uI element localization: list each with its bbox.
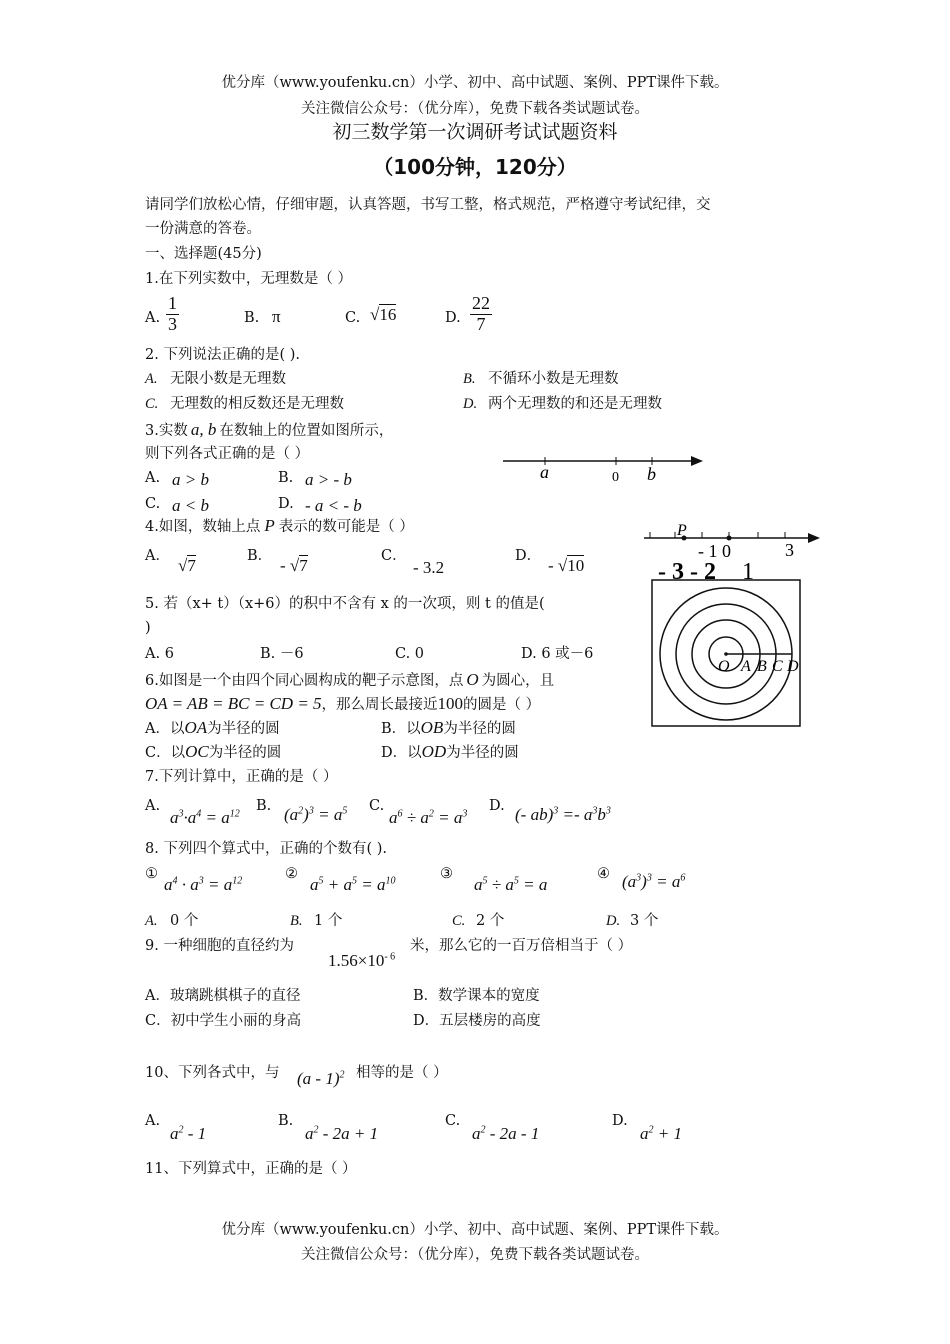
- q5-stem: 5. 若（x+ t）（x+6）的积中不含有 x 的一次项，则 t 的值是(: [145, 596, 545, 612]
- q11-stem: 11、下列算式中，正确的是（ ）: [145, 1161, 357, 1177]
- q8-marker-1: ①: [145, 866, 158, 882]
- q7-option-b-label: B.: [256, 798, 272, 814]
- q6-b-post: 为半径的圆: [443, 721, 516, 737]
- q3-label-b: b: [647, 464, 656, 484]
- q4-stem-pre: 4.如图，数轴上点: [145, 519, 261, 535]
- footer-line-1: 优分库（www.youfenku.cn）小学、初中、高中试题、案例、PPT课件下载。: [221, 1222, 729, 1238]
- q3-label-a: a: [540, 462, 549, 482]
- q6-d-pre: D．以: [381, 745, 422, 761]
- q4-stem: [145, 516, 414, 536]
- q3-label-zero: 0: [612, 470, 619, 485]
- q1-option-d-label: D.: [445, 310, 461, 326]
- q9-exponent: - 6: [384, 951, 396, 963]
- q10-exponent: 2: [339, 1069, 345, 1081]
- q1-a-denominator: 3: [168, 313, 177, 334]
- q6-label-d: D: [787, 658, 799, 675]
- q10-option-d-label: D.: [612, 1113, 628, 1129]
- q4-b-sign: -: [280, 556, 286, 575]
- q6-target-figure: [650, 578, 805, 730]
- q6-a-var: OA: [184, 718, 208, 737]
- q8-expr-2: $a^5 + a^5 = a^{10}$: [310, 875, 396, 894]
- q7-option-c-expr: $a^6 \div a^2 = a^3$: [389, 808, 468, 827]
- q1-option-b-label: B.: [244, 310, 260, 326]
- q8-marker-3: ③: [440, 866, 453, 882]
- q6-stem-pre: 6.如图是一个由四个同心圆构成的靶子示意图，点: [145, 673, 464, 689]
- q3-stem-pre: 3.实数: [145, 423, 188, 439]
- q5-stem-line-2: ): [145, 620, 151, 636]
- q4-stem-post: 表示的数可能是（ ）: [278, 519, 414, 535]
- q9-number: [328, 951, 395, 971]
- sqrt-icon: √: [289, 556, 300, 575]
- q2-stem: 2. 下列说法正确的是( ).: [145, 347, 300, 363]
- q10-option-b-expr: $a^2 - 2a + 1$: [305, 1124, 379, 1143]
- q9-stem-pre: 9. 一种细胞的直径约为: [145, 938, 294, 954]
- q3-stem-line-2: 则下列各式正确的是（ ）: [145, 446, 310, 462]
- q10-option-a-label: A.: [145, 1113, 161, 1129]
- footer-line-2: 关注微信公众号：（优分库），免费下载各类试题试卷。: [301, 1247, 649, 1263]
- q8-option-c-label: C.: [452, 913, 466, 929]
- q7-option-a-expr: $a^3\cdot a^4 = a^{12}$: [170, 808, 240, 827]
- q6-option-d: [381, 742, 519, 762]
- intro-line-1: 请同学们放松心情，仔细审题，认真答题，书写工整，格式规范，严格遵守考试纪律，交: [145, 197, 711, 213]
- q7-option-d-expr: (- $ab)^3 =- a^3b^3$: [515, 805, 611, 824]
- q3-option-d-expr: - a < - b: [305, 496, 362, 515]
- q6-stem-var: O: [466, 670, 479, 689]
- q7-option-a-label: A.: [145, 798, 161, 814]
- q7-option-b-expr: $(a^2)^3 = a^5$: [284, 805, 348, 824]
- q9-option-a: A．玻璃跳棋棋子的直径: [145, 988, 301, 1004]
- q4-label-one: 1: [742, 559, 754, 585]
- q3-option-b-expr: a > - b: [305, 470, 352, 489]
- q6-label-a: A: [741, 658, 751, 675]
- q4-option-b-value: [280, 556, 308, 576]
- q5-option-d: D. 6 或－6: [521, 646, 594, 662]
- q6-condition-num: 100: [437, 694, 464, 713]
- q6-option-a: [145, 718, 280, 738]
- q10-option-c-label: C.: [445, 1113, 461, 1129]
- q4-d-sign: -: [548, 556, 554, 575]
- q4-d-radicand: 10: [567, 556, 585, 575]
- q1-option-b-value: π: [272, 307, 281, 326]
- q2-option-c-text: 无理数的相反数还是无理数: [170, 396, 344, 412]
- q1-option-d-fraction: [470, 294, 492, 335]
- q3-stem: [145, 420, 393, 440]
- q10-option-c-expr: $a^2 - 2a - 1$: [472, 1124, 540, 1143]
- q6-condition: [145, 694, 540, 714]
- q3-option-c-expr: a < b: [172, 496, 209, 515]
- q9-option-d: D．五层楼房的高度: [413, 1013, 541, 1029]
- q4-option-c-value: - 3.2: [413, 558, 445, 577]
- q4-option-d-value: [548, 556, 584, 576]
- q8-option-d-label: D.: [606, 913, 621, 929]
- q10-stem-post: 相等的是（ ）: [356, 1065, 448, 1081]
- q8-option-a-text: 0 个: [170, 913, 199, 929]
- q10-option-d-expr: $a^2 + 1$: [640, 1124, 682, 1143]
- header-line-1: 优分库（www.youfenku.cn）小学、初中、高中试题、案例、PPT课件下载。: [221, 75, 729, 91]
- q6-option-c: [145, 742, 281, 762]
- q6-label-o: O: [718, 658, 730, 675]
- q6-label-b: B: [757, 658, 767, 675]
- arrow-right-icon: [691, 456, 703, 466]
- q6-c-pre: C．以: [145, 745, 186, 761]
- q8-option-d-text: 3 个: [630, 913, 659, 929]
- q4-point: [727, 536, 732, 541]
- q6-b-var: OB: [420, 718, 444, 737]
- q4-label-p: P: [677, 522, 687, 539]
- q1-option-c-label: C.: [345, 310, 361, 326]
- arrow-right-icon: [808, 533, 820, 543]
- q3-option-a-expr: a > b: [172, 470, 209, 489]
- q10-option-a-expr: $a^2 - 1$: [170, 1124, 207, 1143]
- q2-option-a-text: 无限小数是无理数: [170, 371, 286, 387]
- q1-stem: 1.在下列实数中，无理数是（ ）: [145, 271, 352, 287]
- q6-c-var: OC: [185, 742, 209, 761]
- q8-marker-2: ②: [285, 866, 298, 882]
- q5-option-b: B. －6: [260, 646, 304, 662]
- intro-line-2: 一份满意的答卷。: [145, 221, 261, 237]
- q4-stem-var: P: [264, 516, 275, 535]
- q7-stem: 7.下列计算中，正确的是（ ）: [145, 769, 338, 785]
- q1-option-a-fraction: [166, 294, 179, 335]
- header-line-2: 关注微信公众号：（优分库），免费下载各类试题试卷。: [301, 101, 649, 117]
- sqrt-icon: √: [370, 305, 380, 324]
- q3-stem-post: 在数轴上的位置如图所示，: [219, 423, 394, 439]
- section-heading: 一、选择题(45分): [145, 246, 262, 262]
- q1-d-numerator: 22: [472, 293, 490, 313]
- q7-option-d-label: D.: [489, 798, 505, 814]
- q8-expr-1: $a^4 \cdot a^3 = a^{12}$: [164, 875, 243, 894]
- q9-mantissa: 1.56×10: [328, 951, 385, 970]
- q4-option-d-label: D．: [515, 548, 542, 564]
- q4-option-b-label: B．: [247, 548, 273, 564]
- q6-condition-mid: ，那么周长最接近: [321, 697, 438, 713]
- sqrt-icon: √: [557, 556, 568, 575]
- q6-center-point: [724, 652, 728, 656]
- q4-a-radicand: 7: [187, 556, 196, 575]
- q8-expr-3: $a^5 \div a^5 = a$: [474, 875, 548, 894]
- q5-option-c: C. 0: [395, 646, 425, 662]
- q4-option-a-value: [178, 556, 196, 576]
- q2-option-a-label: A.: [145, 371, 158, 387]
- q6-d-var: OD: [421, 742, 447, 761]
- q8-marker-4: ④: [597, 866, 610, 882]
- q3-option-b-label: B.: [278, 470, 294, 486]
- q1-c-radicand: 16: [379, 305, 397, 324]
- q6-a-post: 为半径的圆: [207, 721, 280, 737]
- q3-option-d-label: D.: [278, 496, 294, 512]
- q10-option-b-label: B.: [278, 1113, 294, 1129]
- q8-option-a-label: A.: [145, 913, 158, 929]
- q6-condition-expr: OA = AB = BC = CD = 5: [145, 694, 322, 713]
- q3-option-a-label: A.: [145, 470, 161, 486]
- q2-option-b-text: 不循环小数是无理数: [488, 371, 619, 387]
- q8-option-c-text: 2 个: [476, 913, 505, 929]
- q3-option-c-label: C.: [145, 496, 161, 512]
- q8-expr-4: $(a^3)^3 = a^6$: [622, 872, 686, 891]
- q1-option-c-sqrt: [370, 305, 396, 325]
- page-title: 初三数学第一次调研考试试题资料: [332, 121, 618, 143]
- q4-label-three: 3: [785, 540, 794, 560]
- q4-option-a-label: A．: [145, 548, 170, 564]
- q8-option-b-label: B.: [290, 913, 303, 929]
- q7-option-c-label: C.: [369, 798, 385, 814]
- q4-b-radicand: 7: [299, 556, 308, 575]
- q3-stem-vars: a, b: [190, 420, 217, 439]
- q10-expr: [297, 1069, 344, 1089]
- q1-option-a-label: A.: [145, 310, 161, 326]
- q6-option-b: [381, 718, 516, 738]
- q8-stem: 8. 下列四个算式中，正确的个数有( ).: [145, 841, 387, 857]
- q8-option-b-text: 1 个: [314, 913, 343, 929]
- q4-number-line-figure: [640, 518, 825, 586]
- q6-stem: [145, 670, 554, 690]
- q6-c-post: 为半径的圆: [208, 745, 282, 761]
- q1-a-numerator: 1: [168, 293, 177, 313]
- q6-a-pre: A．以: [145, 721, 185, 737]
- q2-option-c-label: C.: [145, 396, 159, 412]
- q6-d-post: 为半径的圆: [446, 745, 519, 761]
- q2-option-b-label: B.: [463, 371, 476, 387]
- q4-label-top: - 1 0: [698, 541, 731, 561]
- q9-stem-post: 米，那么它的一百万倍相当于（ ）: [410, 938, 633, 954]
- q4-option-c-label: C．: [381, 548, 407, 564]
- page-subtitle: （100分钟，120分）: [373, 155, 577, 179]
- q2-option-d-text: 两个无理数的和还是无理数: [488, 396, 662, 412]
- q6-condition-post: 的圆是（ ）: [463, 697, 541, 713]
- q5-option-a: A. 6: [145, 646, 174, 662]
- q3-number-line-figure: [495, 445, 710, 490]
- q9-option-c: C．初中学生小丽的身高: [145, 1013, 302, 1029]
- q9-option-b: B．数学课本的宽度: [413, 988, 540, 1004]
- q6-b-pre: B．以: [381, 721, 421, 737]
- q1-d-denominator: 7: [476, 313, 486, 334]
- q4-label-bottom: - 3 - 2: [658, 559, 716, 585]
- q2-option-d-label: D.: [463, 396, 478, 412]
- q10-stem-pre: 10、下列各式中，与: [145, 1065, 280, 1081]
- q10-base: (a - 1): [297, 1069, 340, 1088]
- sqrt-icon: √: [178, 556, 188, 575]
- q6-label-c: C: [772, 658, 783, 675]
- q6-stem-post: 为圆心，且: [481, 673, 555, 689]
